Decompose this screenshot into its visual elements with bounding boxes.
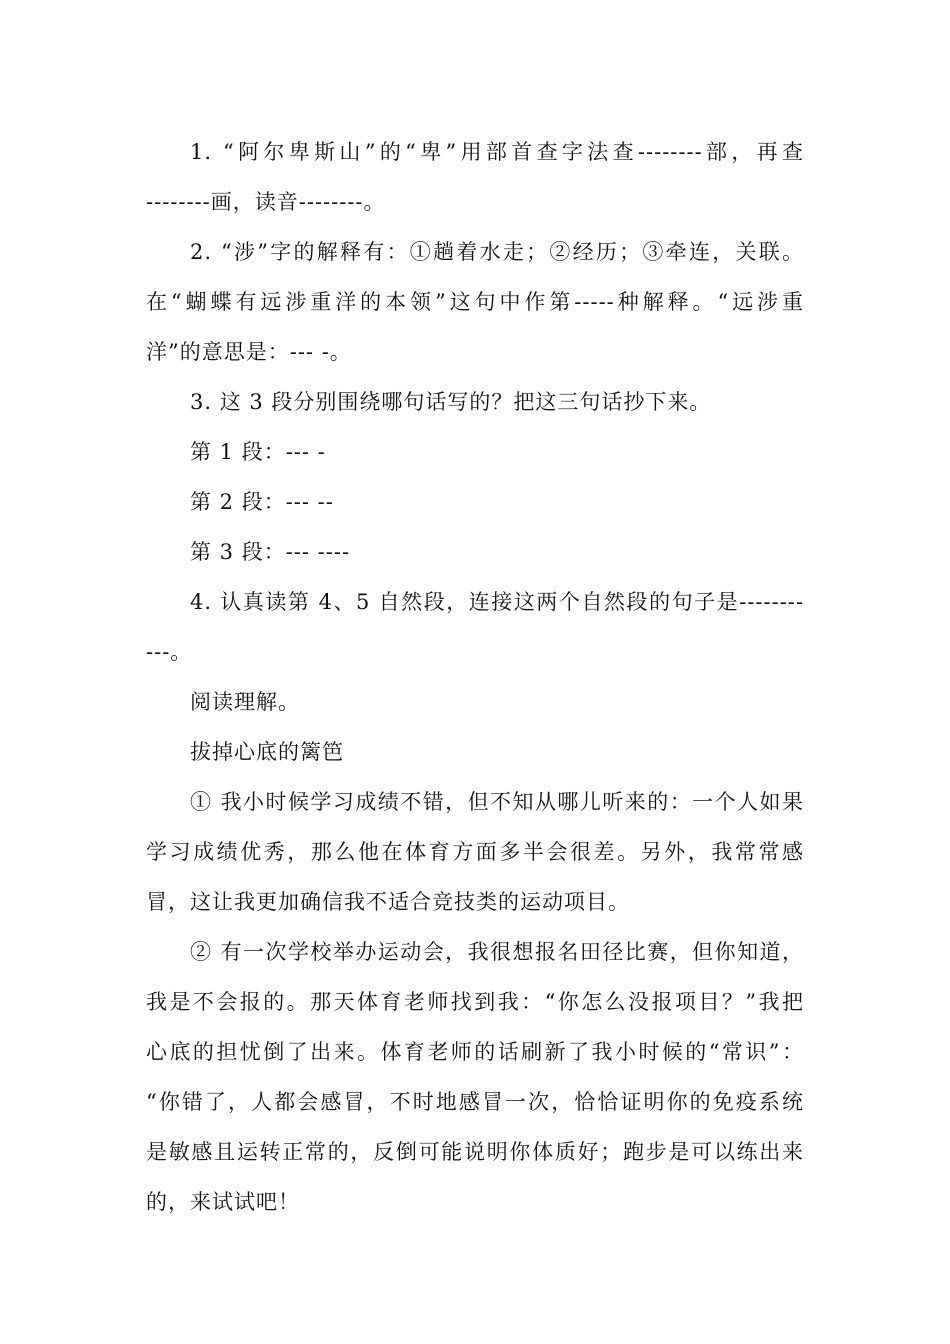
paragraph-3-answer-line: 第 3 段：--- ---- — [190, 540, 351, 564]
question-3-line-1: 3. 这 3 段分别围绕哪句话写的？把这三句话抄下来。 — [190, 390, 712, 414]
question-4-line-1: 4. 认真读第 4、5 自然段，连接这两个自然段的句子是-------- — [190, 590, 804, 614]
reading-section-heading: 阅读理解。 — [190, 690, 300, 714]
question-2-line-2: 在“蝴蝶有远涉重洋的本领”这句中作第-----种解释。“远涉重 — [146, 290, 804, 314]
article-paragraph-1-line-1: ① 我小时候学习成绩不错，但不知从哪儿听来的：一个人如果 — [190, 790, 804, 814]
question-1-line-1: 1. “阿尔卑斯山”的“卑”用部首查字法查--------部，再查 — [190, 140, 804, 164]
question-2-line-1: 2. “涉”字的解释有：①趟着水走；②经历；③牵连，关联。 — [190, 240, 804, 264]
article-paragraph-2-line-2: 我是不会报的。那天体育老师找到我：“你怎么没报项目？”我把 — [146, 990, 804, 1014]
article-paragraph-2-line-1: ② 有一次学校举办运动会，我很想报名田径比赛，但你知道， — [190, 940, 804, 964]
article-paragraph-2-line-6: 的，来试试吧！ — [146, 1190, 300, 1214]
article-paragraph-1-line-2: 学习成绩优秀，那么他在体育方面多半会很差。另外，我常常感 — [146, 840, 804, 864]
article-paragraph-2-line-5: 是敏感且运转正常的，反倒可能说明你体质好；跑步是可以练出来 — [146, 1140, 804, 1164]
paragraph-2-answer-line: 第 2 段：--- -- — [190, 490, 334, 514]
article-paragraph-2-line-4: “你错了，人都会感冒，不时地感冒一次，恰恰证明你的免疫系统 — [146, 1090, 804, 1114]
question-1-line-2: --------画，读音--------。 — [146, 190, 386, 214]
article-title: 拔掉心底的篱笆 — [190, 740, 344, 764]
paragraph-1-answer-line: 第 1 段：--- - — [190, 440, 326, 464]
article-paragraph-2-line-3: 心底的担忧倒了出来。体育老师的话刷新了我小时候的“常识”： — [146, 1040, 804, 1064]
article-paragraph-1-line-3: 冒，这让我更加确信我不适合竞技类的运动项目。 — [146, 890, 630, 914]
question-2-line-3: 洋”的意思是：--- -。 — [146, 340, 352, 364]
question-4-line-2: ---。 — [146, 640, 193, 664]
